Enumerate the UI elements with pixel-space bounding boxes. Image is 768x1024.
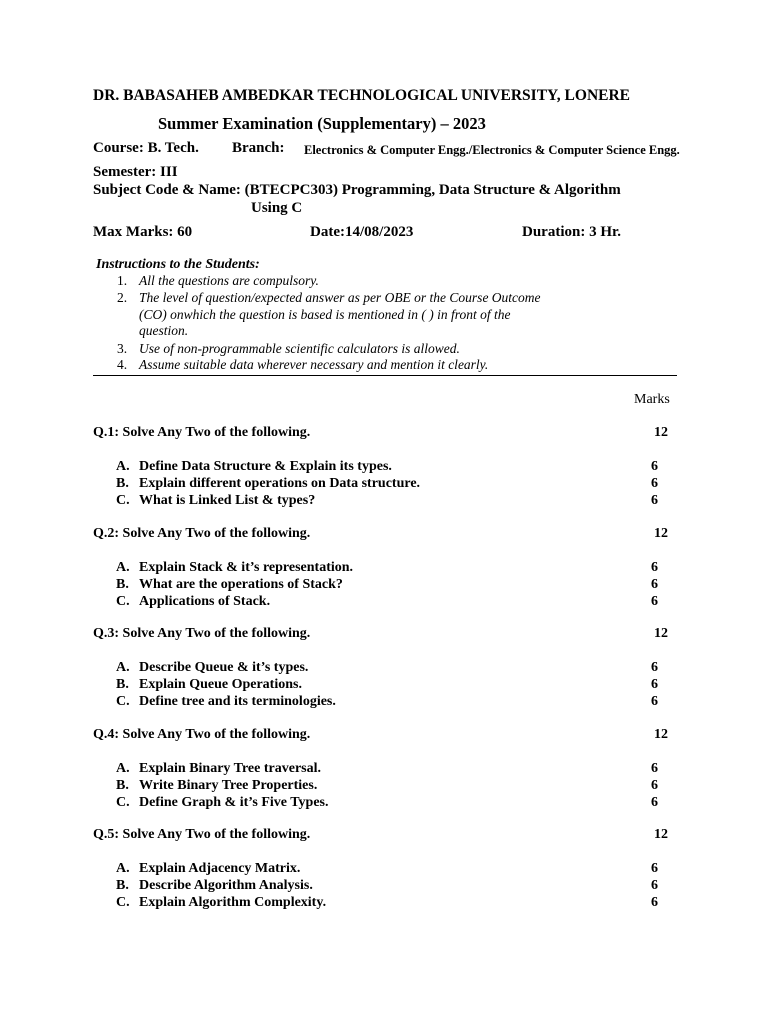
option-letter: B. [116,677,129,692]
option-marks: 6 [651,560,658,575]
question-option [116,795,658,811]
instruction-item [117,341,460,357]
instruction-text: (CO) onwhich the question is based is mentioned in ( ) in front of the [139,307,511,322]
question-heading [93,827,668,843]
question-title: Q.3: Solve Any Two of the following. [93,626,311,641]
option-marks: 6 [651,577,658,592]
question-heading [93,526,668,542]
branch-value: Electronics & Computer Engg./Electronics & Computer Science Engg. [304,143,680,157]
option-letter: B. [116,476,129,491]
question-marks: 12 [654,425,668,440]
instruction-item [117,323,188,339]
instruction-text: question. [139,323,189,338]
option-marks: 6 [651,778,658,793]
instruction-item [117,307,510,323]
question-option [116,677,658,693]
option-text: Describe Queue & it’s types. [139,660,309,675]
marks-column-header: Marks [634,392,670,407]
option-text: Define tree and its terminologies. [139,694,336,709]
instruction-text: Assume suitable data wherever necessary and mention it clearly. [139,357,489,372]
instruction-text: Use of non-programmable scientific calculators is allowed. [139,341,460,356]
option-marks: 6 [651,660,658,675]
option-letter: A. [116,861,130,876]
question-option [116,560,658,576]
option-text: Write Binary Tree Properties. [139,778,318,793]
question-heading [93,727,668,743]
question-option [116,878,658,894]
option-text: Applications of Stack. [139,594,271,609]
question-title: Q.2: Solve Any Two of the following. [93,526,311,541]
question-marks: 12 [654,526,668,541]
question-option [116,577,658,593]
option-text: What are the operations of Stack? [139,577,343,592]
question-marks: 12 [654,727,668,742]
option-text: Explain different operations on Data structure. [139,476,421,491]
instructions-title: Instructions to the Students: [96,257,260,272]
question-option [116,594,658,610]
option-marks: 6 [651,694,658,709]
option-marks: 6 [651,861,658,876]
question-option [116,476,658,492]
option-text: Describe Algorithm Analysis. [139,878,313,893]
option-letter: B. [116,778,129,793]
option-marks: 6 [651,459,658,474]
question-option [116,861,658,877]
option-marks: 6 [651,878,658,893]
question-option [116,694,658,710]
option-marks: 6 [651,761,658,776]
question-heading [93,425,668,441]
question-option [116,493,658,509]
course-label: Course: B. Tech. [93,140,199,156]
question-option [116,895,658,911]
option-letter: B. [116,878,129,893]
option-text: Define Graph & it’s Five Types. [139,795,329,810]
option-marks: 6 [651,493,658,508]
option-letter: A. [116,660,130,675]
option-text: Explain Queue Operations. [139,677,302,692]
option-text: Explain Binary Tree traversal. [139,761,321,776]
option-letter: A. [116,560,130,575]
option-letter: B. [116,577,129,592]
option-text: Explain Algorithm Complexity. [139,895,327,910]
option-letter: C. [116,895,130,910]
question-heading [93,626,668,642]
question-title: Q.1: Solve Any Two of the following. [93,425,311,440]
subject-line-2: Using C [251,200,303,216]
subject-line-1: Subject Code & Name: (BTECPC303) Programming, Data Structure & Algorithm [93,182,621,198]
instruction-text: The level of question/expected answer as per OBE or the Course Outcome [139,290,541,305]
max-marks: Max Marks: 60 [93,224,193,240]
instruction-number: 3. [117,341,128,356]
question-option [116,761,658,777]
option-text: Explain Adjacency Matrix. [139,861,301,876]
question-option [116,459,658,475]
instruction-item [117,290,541,306]
instruction-item [117,273,319,289]
question-option [116,778,658,794]
option-text: What is Linked List & types? [139,493,316,508]
divider-line [93,375,677,376]
option-letter: C. [116,694,130,709]
instruction-item [117,357,488,373]
option-marks: 6 [651,476,658,491]
question-option [116,660,658,676]
university-name: DR. BABASAHEB AMBEDKAR TECHNOLOGICAL UNIVERSITY, LONERE [93,87,631,104]
option-letter: A. [116,761,130,776]
question-marks: 12 [654,827,668,842]
option-letter: C. [116,594,130,609]
option-text: Define Data Structure & Explain its types. [139,459,392,474]
instruction-number: 2. [117,290,128,305]
option-marks: 6 [651,677,658,692]
option-marks: 6 [651,594,658,609]
instruction-number: 4. [117,357,128,372]
question-title: Q.4: Solve Any Two of the following. [93,727,311,742]
question-marks: 12 [654,626,668,641]
exam-date: Date:14/08/2023 [310,224,414,240]
option-marks: 6 [651,895,658,910]
option-marks: 6 [651,795,658,810]
option-text: Explain Stack & it’s representation. [139,560,354,575]
question-title: Q.5: Solve Any Two of the following. [93,827,311,842]
semester: Semester: III [93,164,178,180]
option-letter: A. [116,459,130,474]
exam-title: Summer Examination (Supplementary) – 2023 [158,114,486,133]
exam-duration: Duration: 3 Hr. [522,224,622,240]
option-letter: C. [116,493,130,508]
branch-label: Branch: [232,140,285,156]
instruction-text: All the questions are compulsory. [139,273,319,288]
option-letter: C. [116,795,130,810]
instruction-number: 1. [117,273,128,288]
